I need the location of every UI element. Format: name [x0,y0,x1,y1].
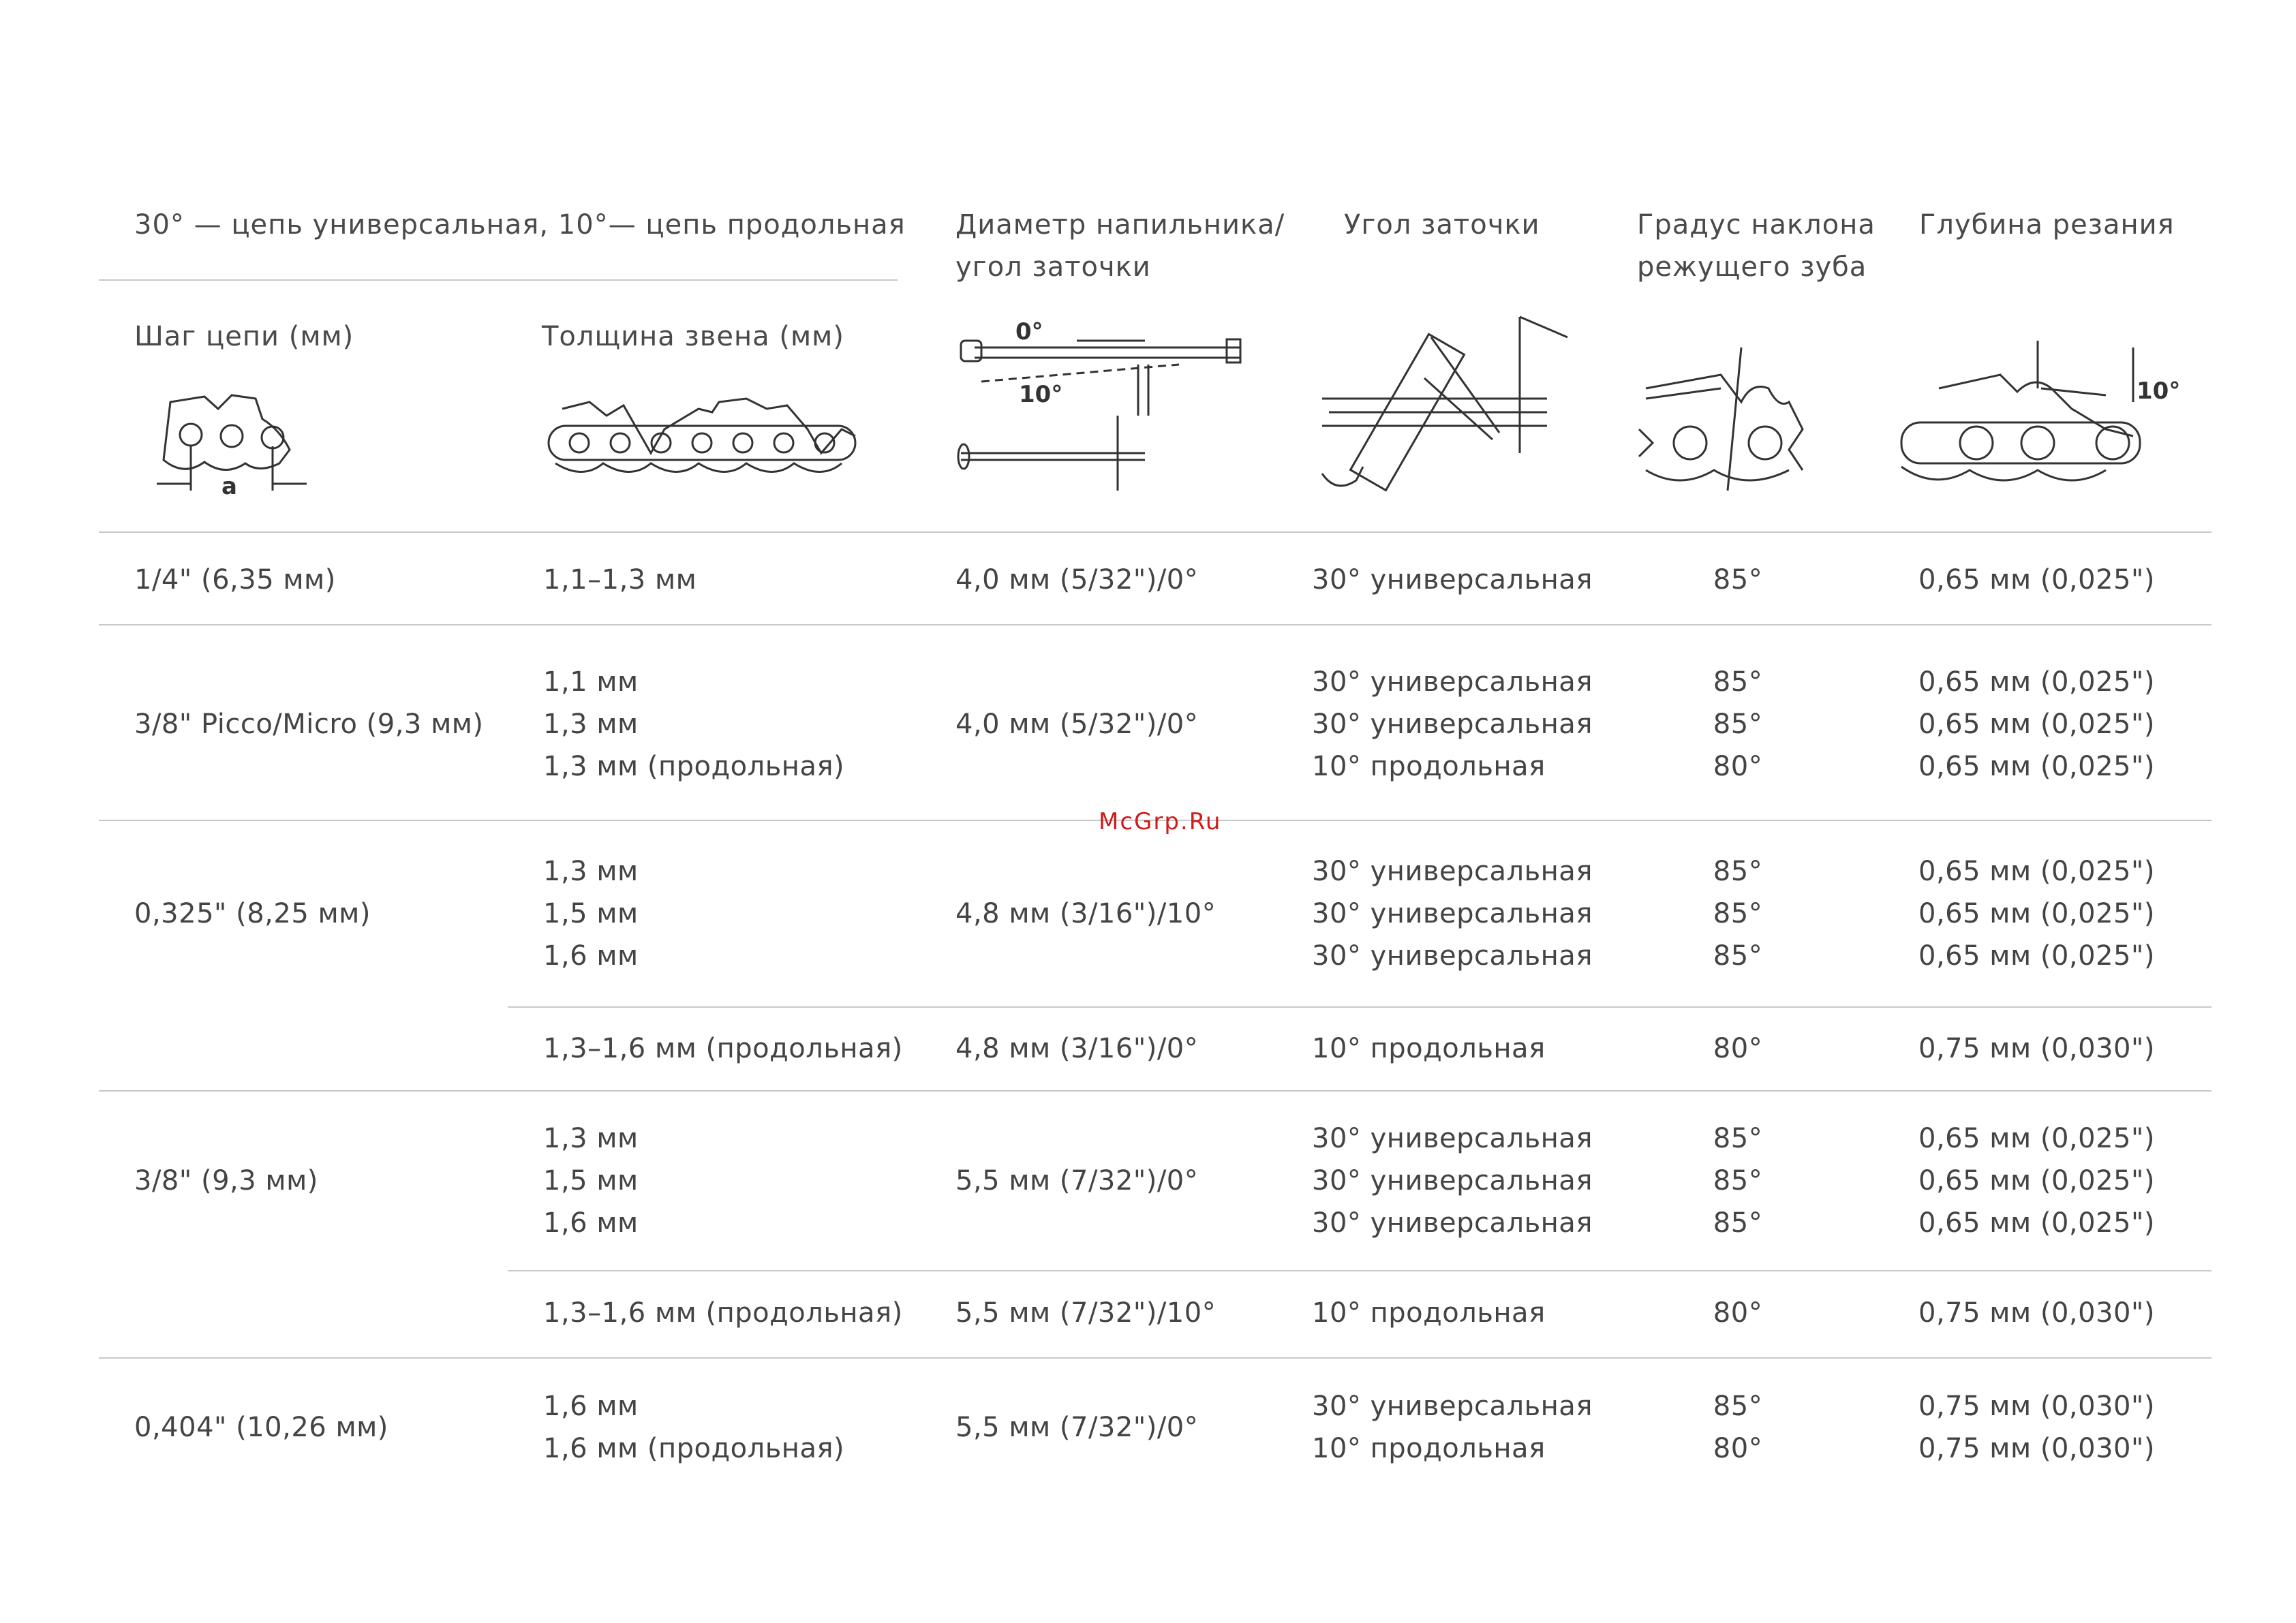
watermark: McGrp.Ru [1099,808,1222,835]
row-3-pitch: 0,325" (8,25 мм) [134,898,371,929]
row-3a-tooth-2: 85° [1713,898,1763,929]
row-3a-tooth [1683,850,1792,977]
row-2-depth-3: 0,65 мм (0,025") [1918,751,2155,782]
col-header-depth: Глубина резания [1919,209,2175,241]
row-3a-tooth-3: 85° [1713,940,1763,972]
row-3b-thickness: 1,3–1,6 мм (продольная) [543,1033,903,1064]
row-2-thickness-1: 1,1 мм [543,666,639,698]
row-3a-depth-1: 0,65 мм (0,025") [1918,856,2155,887]
row-5-file: 5,5 мм (7/32")/0° [955,1412,1199,1443]
caption-divider [99,279,898,281]
row-4a-thickness-3: 1,6 мм [543,1207,639,1239]
col-header-tooth-line-2: режущего зуба [1637,251,1867,283]
row-divider [99,531,2211,533]
row-5-tooth-2: 80° [1713,1433,1763,1464]
row-1-file: 4,0 мм (5/32")/0° [955,564,1199,596]
row-5-angle [1312,1385,1593,1470]
row-4a-angle-3: 30° универсальная [1312,1207,1593,1239]
row-4b-tooth: 80° [1713,1297,1763,1329]
row-3b-file: 4,8 мм (3/16")/0° [955,1033,1199,1064]
row-4-pitch: 3/8" (9,3 мм) [134,1165,318,1196]
row-3a-file: 4,8 мм (3/16")/10° [955,898,1216,929]
row-3a-depth [1918,850,2155,977]
row-4a-file: 5,5 мм (7/32")/0° [955,1165,1199,1196]
tooth-angle-illustration [1632,334,1823,491]
row-5-depth-2: 0,75 мм (0,030") [1918,1433,2155,1464]
chain-pitch-illustration [143,382,307,504]
row-divider [99,1090,2211,1092]
row-5-depth-1: 0,75 мм (0,030") [1918,1391,2155,1422]
col-header-angle: Угол заточки [1344,209,1540,241]
subrow-divider [508,1006,2211,1008]
row-2-thickness-2: 1,3 мм [543,709,639,740]
row-5-pitch: 0,404" (10,26 мм) [134,1412,388,1443]
col-header-file-line-2: угол заточки [955,251,1151,283]
row-4a-angle [1312,1117,1593,1244]
row-3a-tooth-1: 85° [1713,856,1763,887]
chain-links-illustration [542,388,862,484]
row-3a-angle-2: 30° универсальная [1312,898,1593,929]
row-5-tooth-1: 85° [1713,1391,1763,1422]
row-3a-depth-2: 0,65 мм (0,025") [1918,898,2155,929]
file-angle-top: 0° [1015,318,1043,345]
depth-gauge-illustration [1901,334,2181,491]
row-3a-angle-3: 30° универсальная [1312,940,1593,972]
file-angle-bottom: 10° [1019,381,1063,408]
row-4a-angle-1: 30° универсальная [1312,1123,1593,1154]
row-divider [99,624,2211,625]
row-3a-thickness-2: 1,5 мм [543,898,639,929]
row-4a-depth-1: 0,65 мм (0,025") [1918,1123,2155,1154]
col-header-tooth [1637,204,1876,288]
row-2-tooth [1683,661,1792,788]
row-4a-thickness-2: 1,5 мм [543,1165,639,1196]
row-3b-depth: 0,75 мм (0,030") [1918,1033,2155,1064]
row-4a-tooth-1: 85° [1713,1123,1763,1154]
row-2-pitch: 3/8" Picco/Micro (9,3 мм) [134,709,484,740]
col-header-thickness: Толщина звена (мм) [542,321,844,352]
row-4a-depth-3: 0,65 мм (0,025") [1918,1207,2155,1239]
row-1-pitch: 1/4" (6,35 мм) [134,564,336,596]
row-3a-depth-3: 0,65 мм (0,025") [1918,940,2155,972]
row-2-depth-2: 0,65 мм (0,025") [1918,709,2155,740]
row-4b-angle: 10° продольная [1312,1297,1546,1329]
row-divider [99,1357,2211,1359]
row-4a-thickness-1: 1,3 мм [543,1123,639,1154]
row-4a-tooth [1683,1117,1792,1244]
row-5-depth [1918,1385,2155,1470]
row-3b-tooth: 80° [1713,1033,1763,1064]
row-3a-angle-1: 30° универсальная [1312,856,1593,887]
row-2-depth-1: 0,65 мм (0,025") [1918,666,2155,698]
col-header-file [955,204,1285,288]
row-2-tooth-1: 85° [1713,666,1763,698]
row-3a-thickness-1: 1,3 мм [543,856,639,887]
row-5-tooth [1683,1385,1792,1470]
col-header-pitch: Шаг цепи (мм) [134,321,354,352]
row-4b-depth: 0,75 мм (0,030") [1918,1297,2155,1329]
row-5-thickness [543,1385,844,1470]
row-3a-thickness [543,850,639,977]
row-4a-tooth-2: 85° [1713,1165,1763,1196]
row-2-tooth-2: 85° [1713,709,1763,740]
row-5-thickness-2: 1,6 мм (продольная) [543,1433,845,1464]
depth-angle-label: 10° [2137,377,2181,405]
row-1-angle: 30° универсальная [1312,564,1593,596]
row-1-thickness: 1,1–1,3 мм [543,564,697,596]
pitch-label-a: a [221,473,237,500]
row-5-thickness-1: 1,6 мм [543,1391,639,1422]
row-5-angle-1: 30° универсальная [1312,1391,1593,1422]
row-2-file: 4,0 мм (5/32")/0° [955,709,1199,740]
row-4b-file: 5,5 мм (7/32")/10° [955,1297,1216,1329]
row-5-angle-2: 10° продольная [1312,1433,1546,1464]
subrow-divider [508,1270,2211,1271]
row-3a-thickness-3: 1,6 мм [543,940,639,972]
row-3b-angle: 10° продольная [1312,1033,1546,1064]
row-4a-depth [1918,1117,2155,1244]
row-3a-angle [1312,850,1593,977]
row-4a-angle-2: 30° универсальная [1312,1165,1593,1196]
row-2-tooth-3: 80° [1713,751,1763,782]
row-4a-thickness [543,1117,639,1244]
row-2-depth [1918,661,2155,788]
row-2-thickness-3: 1,3 мм (продольная) [543,751,845,782]
file-holder-illustration [954,313,1254,491]
sharpening-angle-illustration [1315,276,1574,501]
row-1-tooth: 85° [1713,564,1763,596]
table-caption: 30° — цепь универсальная, 10°— цепь продольная [134,209,906,241]
row-1-depth: 0,65 мм (0,025") [1918,564,2155,596]
row-2-angle-3: 10° продольная [1312,751,1546,782]
row-4a-depth-2: 0,65 мм (0,025") [1918,1165,2155,1196]
row-2-angle [1312,661,1593,788]
row-4b-thickness: 1,3–1,6 мм (продольная) [543,1297,903,1329]
row-2-angle-2: 30° универсальная [1312,709,1593,740]
row-4a-tooth-3: 85° [1713,1207,1763,1239]
col-header-tooth-line-1: Градус наклона [1637,209,1876,241]
row-2-angle-1: 30° универсальная [1312,666,1593,698]
row-2-thickness [543,661,844,788]
col-header-file-line-1: Диаметр напильника/ [955,209,1285,241]
